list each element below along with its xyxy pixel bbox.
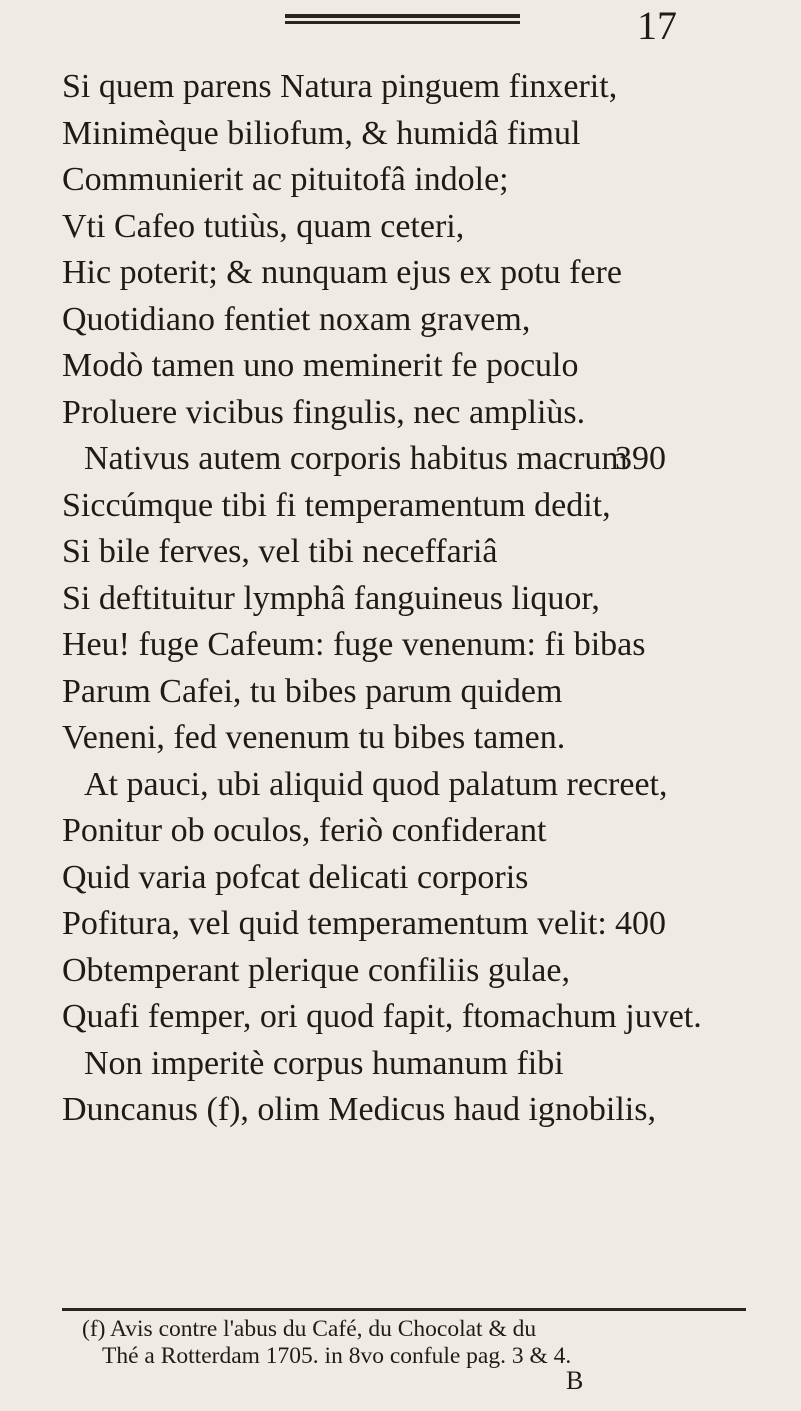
verse-line (62, 111, 762, 158)
verse-line (62, 390, 762, 437)
verse-line-text: Non imperitè corpus humanum fibi (84, 1044, 564, 1082)
verse-line (62, 1041, 762, 1088)
verse-line (62, 762, 762, 809)
verse-line (62, 436, 762, 483)
header-rule (285, 14, 520, 28)
verse-line-text: Hic poterit; & nunquam ejus ex potu fere (62, 254, 622, 291)
verse-line-text: Nativus autem corporis habitus macrum (84, 440, 628, 477)
verse-block (62, 64, 762, 1134)
verse-line (62, 250, 762, 297)
verse-line (62, 1087, 762, 1134)
verse-line (62, 204, 762, 251)
verse-line-text: Siccúmque tibi fi temperamentum dedit, (62, 486, 611, 524)
footnote (82, 1316, 762, 1370)
verse-line-text: Quotidiano fentiet noxam gravem, (62, 300, 531, 338)
verse-line (62, 994, 762, 1041)
verse-line-text: Si quem parens Natura pinguem finxerit, (62, 68, 618, 105)
verse-line-text: Communierit ac pituitofâ indole; (62, 161, 509, 198)
verse-line-text: Parum Cafei, tu bibes parum quidem (62, 672, 563, 710)
verse-line-text: At pauci, ubi aliquid quod palatum recreet, (84, 765, 668, 803)
line-number: 390 (615, 440, 666, 477)
verse-line (62, 855, 762, 902)
verse-line (62, 901, 762, 948)
footnote-rule (62, 1308, 746, 1311)
verse-line (62, 157, 762, 204)
verse-line-text: Ponitur ob oculos, feriò confiderant (62, 812, 547, 849)
verse-line (62, 64, 762, 111)
verse-line-text: Heu! fuge Cafeum: fuge venenum: fi bibas (62, 626, 646, 663)
verse-line (62, 529, 762, 576)
line-number: 400 (615, 905, 666, 942)
verse-line (62, 669, 762, 716)
verse-line-text: Vti Cafeo tutiùs, quam ceteri, (62, 207, 465, 245)
verse-line (62, 483, 762, 530)
verse-line-text: Si deftituitur lymphâ fanguineus liquor, (62, 579, 600, 617)
verse-line (62, 715, 762, 762)
verse-line-text: Minimèque biliofum, & humidâ fimul (62, 114, 581, 152)
verse-line-text: Modò tamen uno meminerit fe poculo (62, 347, 579, 384)
verse-line-text: Quafi femper, ori quod fapit, ftomachum juvet. (62, 998, 702, 1035)
page-number: 17 (637, 3, 677, 48)
verse-line-text: Duncanus (f), olim Medicus haud ignobilis, (62, 1091, 656, 1128)
verse-line (62, 622, 762, 669)
footnote-line: Thé a Rotterdam 1705. in 8vo confule pag. 3 & 4. (102, 1343, 572, 1369)
verse-line-text: Quid varia pofcat delicati corporis (62, 858, 529, 896)
verse-line-text: Veneni, fed venenum tu bibes tamen. (62, 719, 566, 756)
verse-line-text: Obtemperant plerique confiliis gulae, (62, 951, 570, 989)
verse-line-text: Pofitura, vel quid temperamentum velit: (62, 905, 607, 942)
verse-line (62, 343, 762, 390)
signature-mark: B (566, 1366, 584, 1395)
verse-line (62, 297, 762, 344)
footnote-line: (f) Avis contre l'abus du Café, du Chocolat & du (82, 1316, 537, 1342)
verse-line-text: Proluere vicibus fingulis, nec ampliùs. (62, 393, 586, 431)
verse-line-text: Si bile ferves, vel tibi neceffariâ (62, 533, 498, 570)
verse-line (62, 576, 762, 623)
verse-line (62, 948, 762, 995)
verse-line (62, 808, 762, 855)
